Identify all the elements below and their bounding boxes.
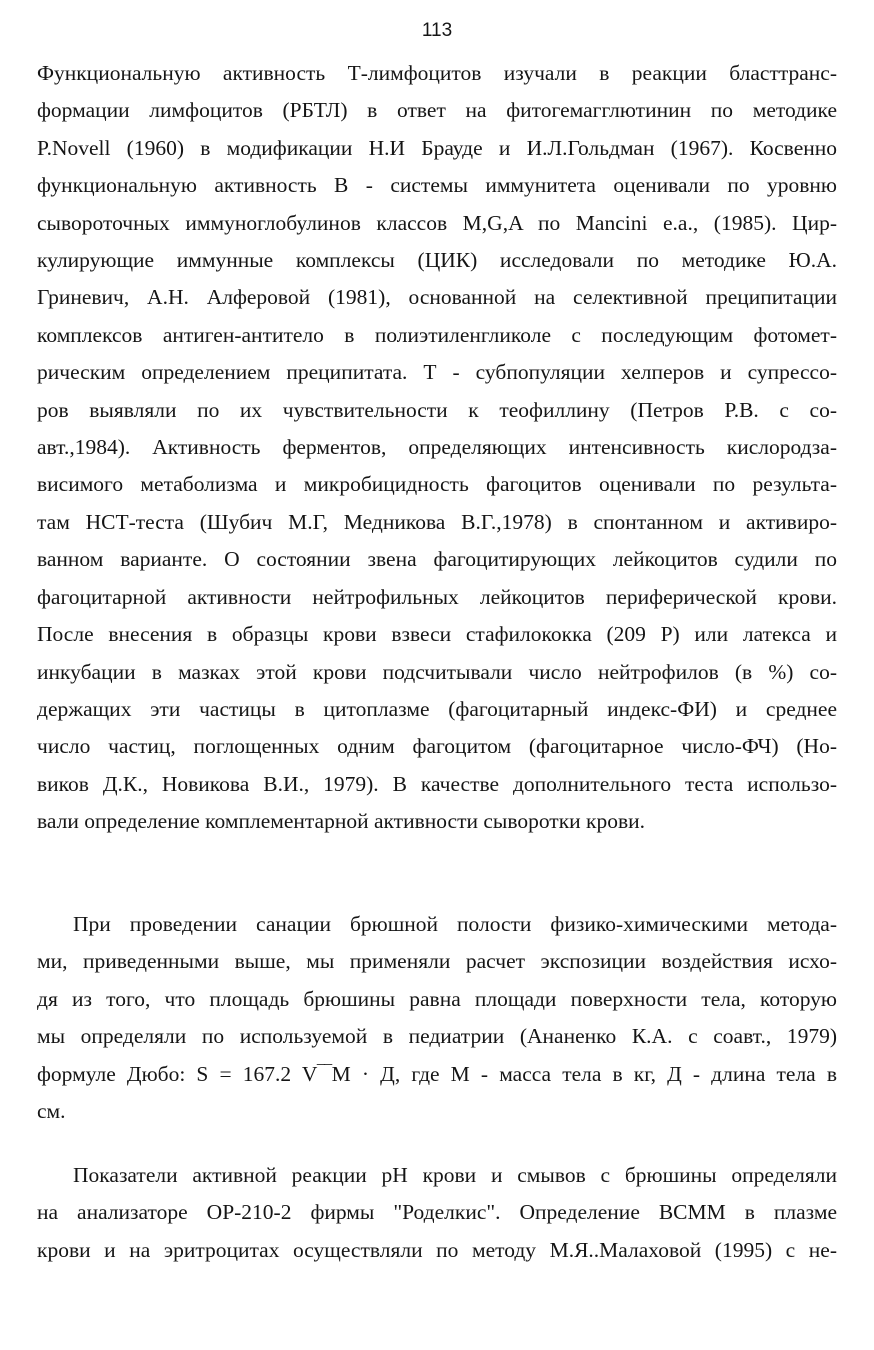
text-line: ми, приведенными выше, мы применяли расчет экспозиции воздействия исхо- [37,949,837,974]
text-line: авт.,1984). Активность ферментов, определяющих интенсивность кислородза- [37,435,837,460]
text-line: дя из того, что площадь брюшины равна площади поверхности тела, которую [37,986,837,1011]
text-line: Функциональную активность Т-лимфоцитов изучали в реакции бласттранс- [37,61,837,85]
page-number: 113 [421,20,453,41]
text-line: ров выявляли по их чувствительности к теофиллину (Петров Р.В. с со- [37,397,837,422]
text-line: После внесения в образцы крови взвеси стафилококка (209 Р) или латекса и [37,622,837,647]
text-line: P.Novell (1960) в модификации Н.И Брауде и И.Л.Гольдман (1967). Косвенно [37,135,837,160]
text-line: рическим определением преципитата. Т - субпопуляции хелперов и супрессо- [37,360,837,385]
paragraph-sanation-exposure [37,906,837,1130]
text-line: кулирующие иммунные комплексы (ЦИК) исследовали по методике Ю.А. [37,248,837,273]
text-line: ванном варианте. О состоянии звена фагоцитирующих лейкоцитов судили по [37,547,837,572]
text-line: фагоцитарной активности нейтрофильных лейкоцитов периферической крови. [37,584,837,609]
text-line: держащих эти частицы в цитоплазме (фагоцитарный индекс-ФИ) и среднее [37,696,837,721]
text-line: висимого метаболизма и микробицидность фагоцитов оценивали по результа- [37,472,837,497]
text-line: функциональную активность В - системы иммунитета оценивали по уровню [37,173,837,198]
text-line: формуле Дюбо: S = 167.2 V‾‾M · Д, где М - масса тела в кг, Д - длина тела в [37,1061,837,1086]
text-line: комплексов антиген-антитело в полиэтиленгликоле с последующим фотомет- [37,322,837,347]
text-line: формации лимфоцитов (РБТЛ) в ответ на фитогемагглютинин по методике [37,98,837,123]
text-line: Показатели активной реакции pH крови и смывов с брюшины определяли [73,1163,837,1187]
text-line: см. [37,1099,66,1124]
text-line: вали определение комплементарной активности сыворотки крови. [37,809,646,834]
paragraph-ph-measurement [37,1157,837,1269]
text-line: сывороточных иммуноглобулинов классов M,G,A по Mancini e.a., (1985). Цир- [37,210,837,235]
text-line: виков Д.К., Новикова В.И., 1979). В качестве дополнительного теста использо- [37,771,837,796]
text-line: там НСТ-теста (Шубич М.Г, Медникова В.Г.,1978) в спонтанном и активиро- [37,509,837,534]
text-line: крови и на эритроцитах осуществляли по методу М.Я..Малаховой (1995) с не- [37,1237,837,1262]
text-line: Гриневич, А.Н. Алферовой (1981), основанной на селективной преципитации [37,285,837,310]
text-line: инкубации в мазках этой крови подсчитывали число нейтрофилов (в %) со- [37,659,837,684]
text-line: мы определяли по используемой в педиатрии (Ананенко К.А. с соавт., 1979) [37,1024,837,1049]
paragraph-immunology-methods [37,55,837,841]
text-line: на анализаторе ОР-210-2 фирмы "Роделкис". Определение ВСММ в плазме [37,1200,837,1225]
text-line: При проведении санации брюшной полости физико-химическими метода- [73,912,837,936]
text-line: число частиц, поглощенных одним фагоцитом (фагоцитарное число-ФЧ) (Но- [37,734,837,759]
